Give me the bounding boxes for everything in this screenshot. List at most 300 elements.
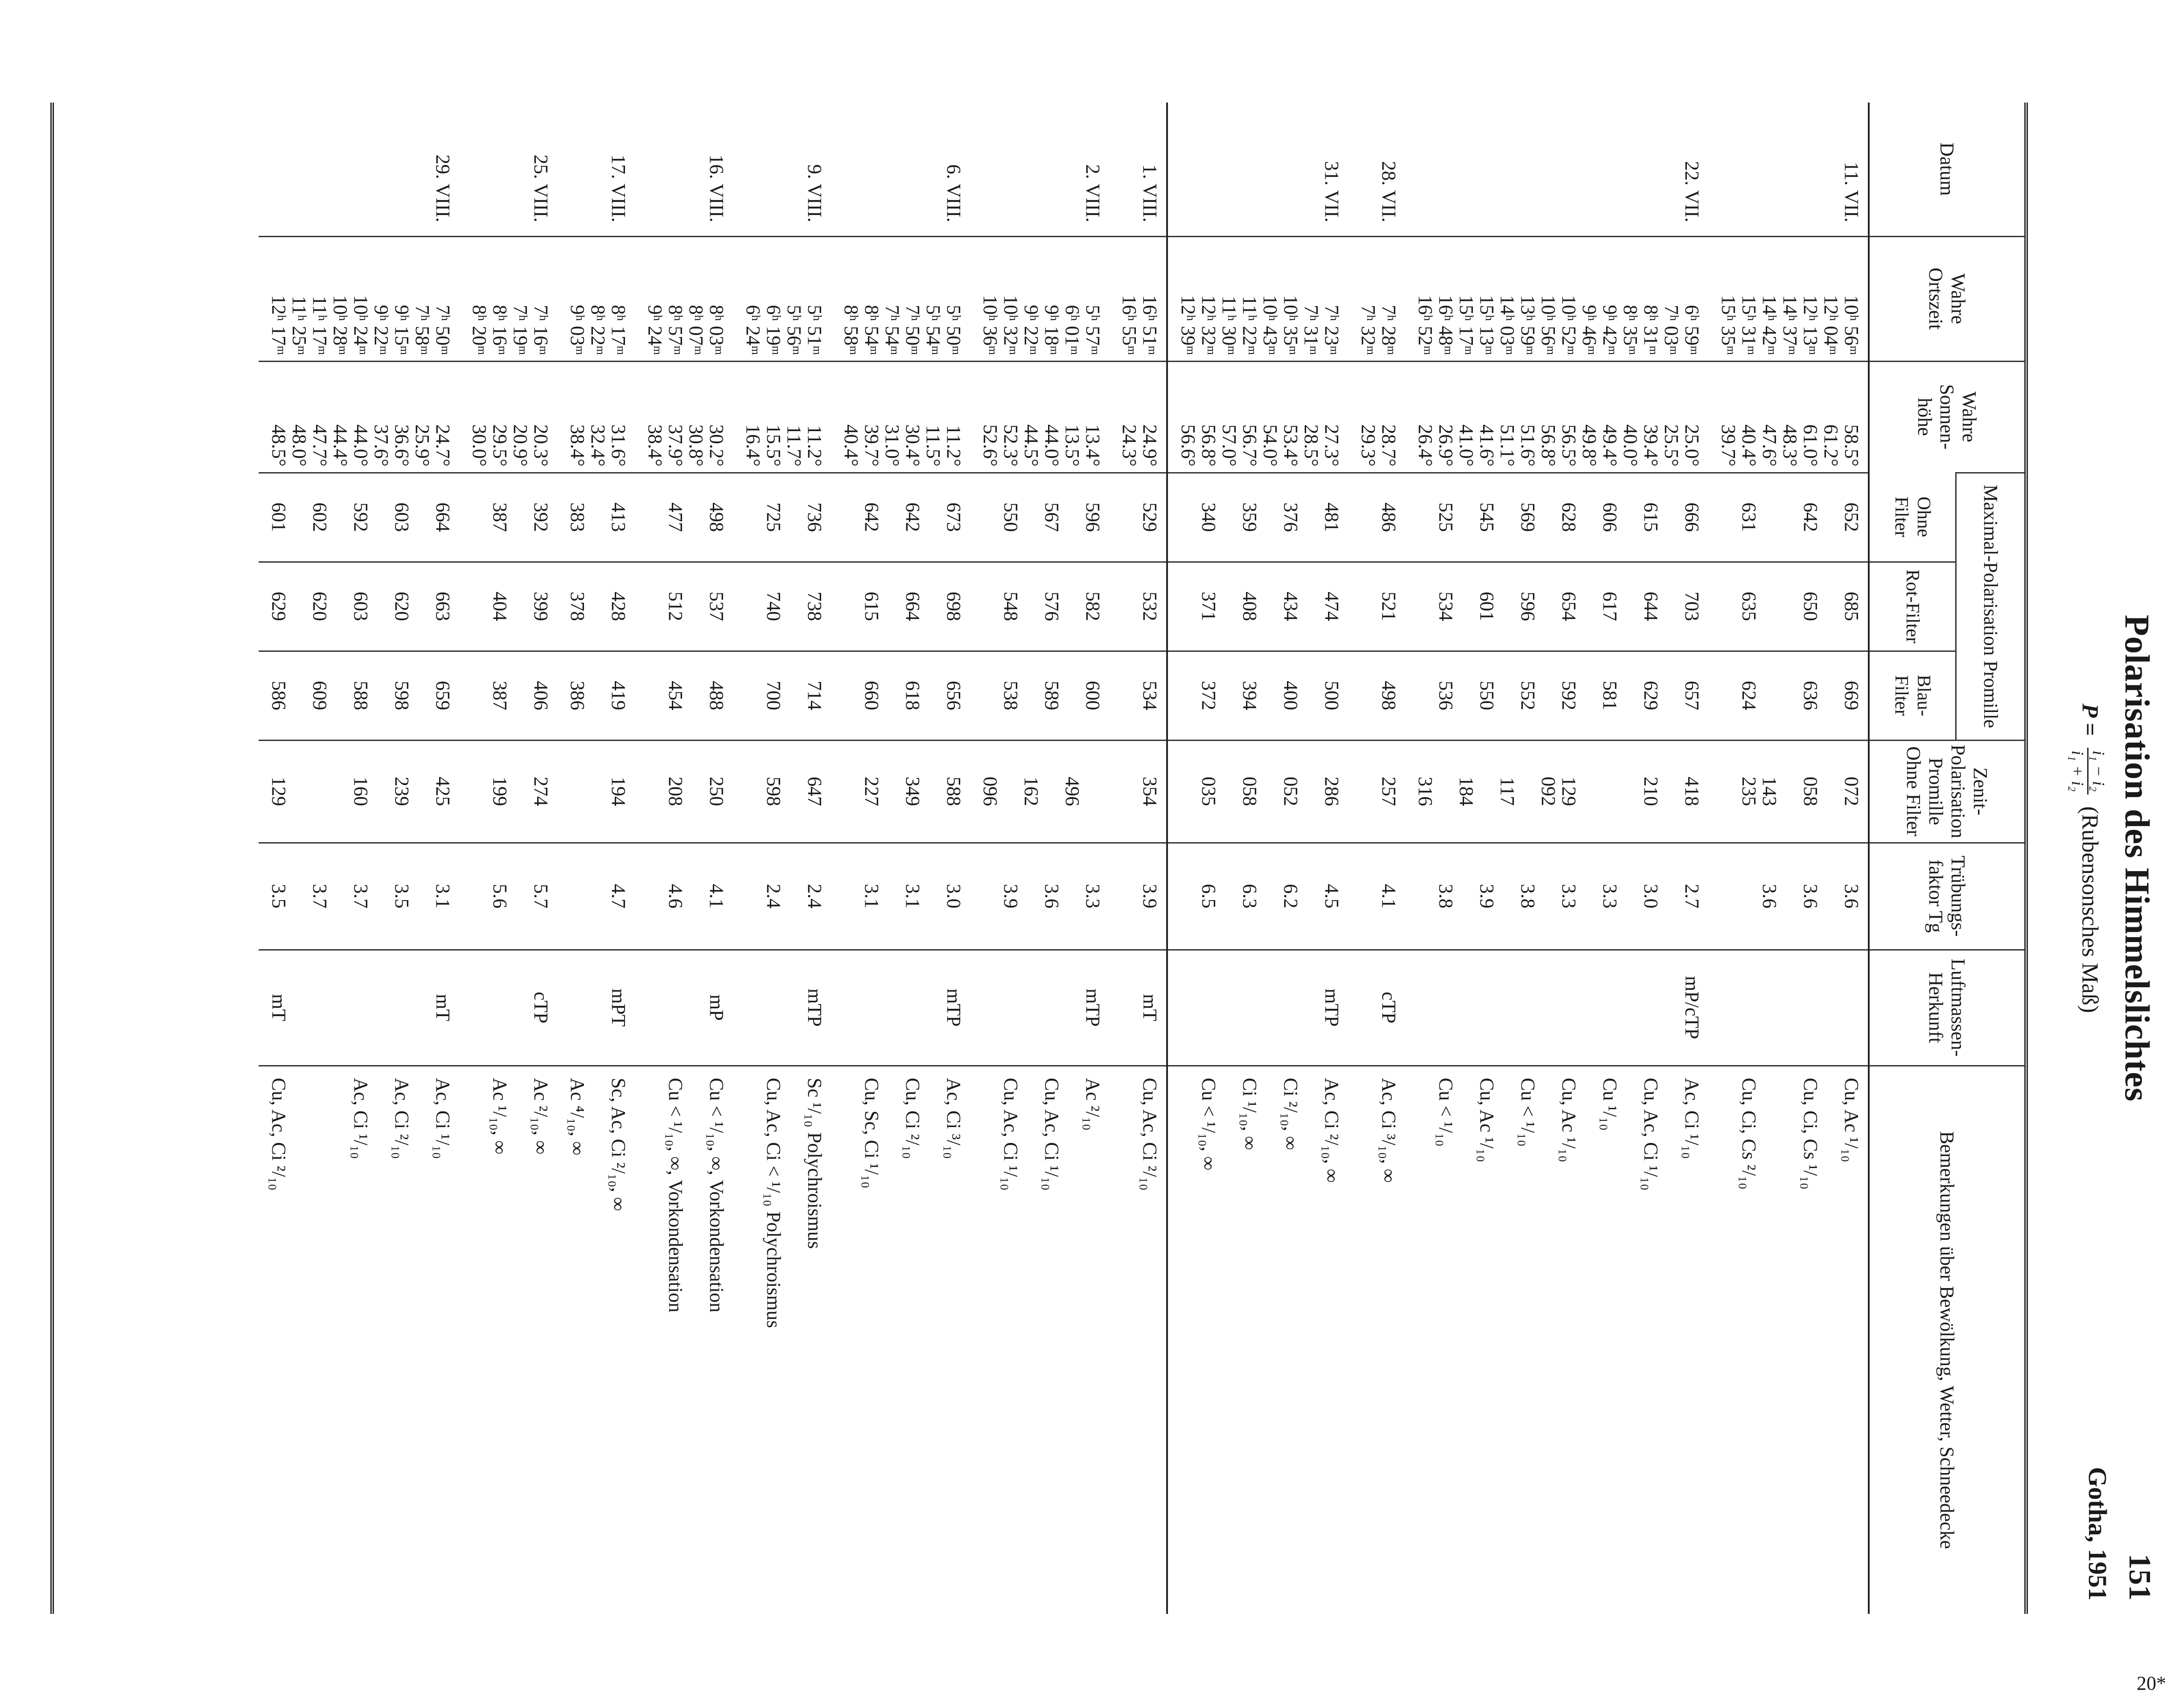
col-truebung: Trübungs-faktor Tg <box>1869 843 2024 950</box>
cell-blau-filter <box>1348 651 1405 740</box>
cell-luftmassen-line <box>1538 956 1558 1060</box>
cell-blau-filter-line <box>645 657 665 734</box>
cell-zenit-line <box>469 746 489 837</box>
cell-truebung-line: 6.3 <box>1239 884 1261 909</box>
cell-truebung-line <box>510 849 530 944</box>
cell-ohne-filter-line: 376 <box>1280 502 1302 532</box>
cell-blau-filter-line <box>1178 657 1198 734</box>
cell-blau-filter <box>1708 651 1869 740</box>
cell-truebung <box>831 843 970 950</box>
cell-zenit-line <box>567 746 588 837</box>
table-row <box>970 103 1109 1614</box>
cell-blau-filter-line: 598 <box>391 681 413 710</box>
cell-truebung-line: 3.6 <box>1759 884 1780 909</box>
cell-rot-filter-line: 617 <box>1599 592 1621 621</box>
cell-rot-filter-line: 537 <box>706 592 728 621</box>
cell-truebung-line <box>1021 849 1041 944</box>
cell-blau-filter-line <box>1620 657 1641 734</box>
cell-bemerkungen-line <box>686 1078 706 1609</box>
cell-luftmassen-line <box>1358 956 1378 1060</box>
formula-line <box>2068 116 2108 1601</box>
cell-ohne-filter-line: 631 <box>1738 502 1760 532</box>
cell-ohne-filter-line <box>1661 479 1682 556</box>
cell-blau-filter-line <box>1021 657 1041 734</box>
cell-bemerkungen-line <box>371 1078 391 1609</box>
cell-zenit-line <box>1082 746 1103 837</box>
table-row <box>1348 103 1405 1614</box>
cell-blau-filter-line: 488 <box>706 681 728 710</box>
cell-bemerkungen-line: Ac ²/₁₀ <box>1082 1078 1104 1131</box>
cell-datum: 25. VIII. <box>530 154 552 222</box>
cell-luftmassen <box>557 950 635 1066</box>
cell-luftmassen-line: mT <box>1139 994 1161 1021</box>
cell-zenit-line: 117 <box>1497 777 1518 806</box>
cell-ortszeit-line: 10ʰ 56ᵐ <box>1538 295 1559 355</box>
cell-zenit-line: 316 <box>1414 777 1436 806</box>
cell-sonnenhoehe-line: 56.8° <box>1198 424 1220 467</box>
cell-luftmassen-line <box>1517 956 1538 1060</box>
cell-rot-filter-line: 474 <box>1321 592 1343 621</box>
cell-luftmassen-line <box>1759 956 1780 1060</box>
col-luftmassen: Luftmassen-Herkunft <box>1869 950 2024 1066</box>
cell-zenit-line: 129 <box>268 777 290 806</box>
cell-bemerkungen <box>635 1066 733 1614</box>
cell-rot-filter-line <box>330 568 350 645</box>
cell-zenit-line: 096 <box>979 777 1001 806</box>
cell-rot-filter-line: 408 <box>1239 592 1261 621</box>
cell-rot-filter-line <box>923 568 943 645</box>
cell-bemerkungen-line: Ac, Ci ³/₁₀ <box>943 1078 965 1159</box>
cell-luftmassen-line <box>469 956 489 1060</box>
cell-rot-filter-line: 428 <box>608 592 629 621</box>
cell-ortszeit-line: 7ʰ 58ᵐ <box>411 305 433 355</box>
cell-luftmassen <box>259 950 459 1066</box>
cell-bemerkungen-line: Cu, Ci, Cs ²/₁₀ <box>1738 1078 1760 1189</box>
cell-truebung <box>970 843 1109 950</box>
cell-rot-filter-line <box>1415 568 1435 645</box>
cell-sonnenhoehe-line: 30.4° <box>902 424 924 467</box>
cell-sonnenhoehe-line: 39.4° <box>1640 424 1662 467</box>
cell-zenit-line: 072 <box>1841 777 1863 806</box>
cell-blau-filter-line <box>743 657 763 734</box>
cell-sonnenhoehe-line: 61.0° <box>1800 424 1821 467</box>
cell-sonnenhoehe-line: 11.5° <box>922 425 944 467</box>
cell-luftmassen-line <box>1641 956 1661 1060</box>
cell-bemerkungen-line: Cu, Ac, Ci ¹/₁₀ <box>1041 1078 1063 1191</box>
cell-truebung-line: 3.6 <box>1841 884 1863 909</box>
cell-luftmassen-line <box>1119 956 1139 1060</box>
table-row <box>733 103 831 1614</box>
cell-luftmassen-line <box>510 956 530 1060</box>
cell-ohne-filter-line <box>588 479 608 556</box>
col-max-pol-group: Maximal-Polarisation Promille <box>1956 473 2025 740</box>
cell-zenit-line <box>1780 746 1800 837</box>
formula-fraction <box>2068 748 2108 794</box>
cell-sonnenhoehe-line: 61.2° <box>1820 424 1842 467</box>
cell-ortszeit-line: 9ʰ 18ᵐ <box>1041 305 1063 355</box>
cell-rot-filter <box>1405 562 1708 651</box>
cell-bemerkungen-line <box>1661 1078 1682 1609</box>
cell-truebung-line <box>1415 849 1435 944</box>
cell-luftmassen-line: mT <box>432 994 454 1021</box>
cell-luftmassen-line <box>980 956 1000 1060</box>
cell-datum: 31. VII. <box>1321 161 1343 222</box>
cell-sonnenhoehe-line: 28.7° <box>1378 424 1400 467</box>
cell-bemerkungen-line: Cu < ¹/₁₀, ∞, Vorkondensation <box>706 1078 728 1313</box>
cell-sonnenhoehe-line: 38.4° <box>644 424 666 467</box>
cell-ohne-filter-line <box>743 479 763 556</box>
cell-bemerkungen-line <box>841 1078 861 1609</box>
cell-luftmassen-line <box>882 956 902 1060</box>
cell-luftmassen-line <box>289 956 309 1060</box>
cell-ortszeit <box>1109 236 1167 361</box>
cell-zenit-line: 257 <box>1378 777 1400 806</box>
cell-zenit-line: 052 <box>1280 777 1302 806</box>
cell-ortszeit-line: 5ʰ 57ᵐ <box>1082 305 1104 355</box>
cell-zenit-line: 194 <box>608 777 629 806</box>
col-sonnenhoehe: Wahre Sonnen-höhe <box>1869 361 2024 473</box>
cell-truebung-line: 3.6 <box>1800 884 1821 909</box>
cell-ohne-filter-line <box>686 479 706 556</box>
cell-blau-filter-line <box>1358 657 1378 734</box>
formula-numerator: i₁ − i₂ <box>2087 748 2108 794</box>
cell-ortszeit-line: 8ʰ 31ᵐ <box>1640 305 1662 355</box>
cell-luftmassen-line <box>412 956 432 1060</box>
cell-luftmassen <box>831 950 970 1066</box>
cell-truebung-line: 3.9 <box>1000 884 1022 909</box>
cell-blau-filter-line: 700 <box>763 681 785 710</box>
cell-ohne-filter-line: 392 <box>530 502 552 532</box>
cell-sonnenhoehe-line: 40.4° <box>1738 424 1760 467</box>
page-number: 151 <box>2122 1554 2157 1601</box>
cell-sonnenhoehe-line: 47.7° <box>309 424 331 467</box>
cell-ortszeit-line: 5ʰ 56ᵐ <box>783 305 805 355</box>
cell-bemerkungen-line: Cu, Ac ¹/₁₀ <box>1558 1078 1580 1162</box>
cell-zenit-line <box>1821 746 1841 837</box>
cell-bemerkungen <box>1405 1066 1708 1614</box>
cell-ohne-filter-line <box>1780 479 1800 556</box>
cell-zenit-line: 184 <box>1455 777 1477 806</box>
cell-luftmassen-line <box>1579 956 1599 1060</box>
cell-ohne-filter-line: 602 <box>309 502 331 532</box>
cell-rot-filter-line: 620 <box>309 592 331 621</box>
cell-zenit-line <box>1661 746 1682 837</box>
cell-truebung-line <box>1497 849 1517 944</box>
cell-sonnenhoehe <box>1348 361 1405 473</box>
cell-blau-filter-line: 589 <box>1041 681 1063 710</box>
cell-truebung-line: 3.1 <box>432 884 454 909</box>
cell-sonnenhoehe <box>733 361 831 473</box>
cell-zenit-line <box>330 746 350 837</box>
cell-ortszeit <box>459 236 557 361</box>
cell-sonnenhoehe-line: 49.8° <box>1579 424 1600 467</box>
cell-ohne-filter-line <box>1718 479 1739 556</box>
cell-sonnenhoehe-line: 51.1° <box>1497 424 1518 467</box>
cell-sonnenhoehe-line: 52.3° <box>1000 424 1022 467</box>
cell-bemerkungen-line <box>1301 1078 1321 1609</box>
cell-blau-filter-line: 538 <box>1000 681 1022 710</box>
cell-zenit-line <box>1358 746 1378 837</box>
cell-blau-filter-line: 624 <box>1738 681 1760 710</box>
cell-ortszeit-line: 6ʰ 24ᵐ <box>742 305 764 355</box>
cell-sonnenhoehe-line: 24.9° <box>1139 424 1161 467</box>
cell-datum: 22. VII. <box>1681 161 1703 222</box>
cell-ortszeit-line: 8ʰ 16ᵐ <box>489 305 511 355</box>
cell-sonnenhoehe-line: 58.5° <box>1841 424 1863 467</box>
cell-ohne-filter-line: 340 <box>1198 502 1220 532</box>
cell-truebung-line <box>980 849 1000 944</box>
cell-zenit-line <box>1517 746 1538 837</box>
cell-ortszeit-line: 16ʰ 55ᵐ <box>1118 295 1140 355</box>
cell-luftmassen-line: cTP <box>530 992 552 1024</box>
table-row <box>831 103 970 1614</box>
cell-sonnenhoehe <box>970 361 1109 473</box>
cell-rot-filter-line <box>980 568 1000 645</box>
cell-ohne-filter-line <box>1579 479 1599 556</box>
cell-rot-filter-line: 532 <box>1139 592 1161 621</box>
cell-ohne-filter-line <box>1538 479 1558 556</box>
cell-ohne-filter-line <box>1219 479 1239 556</box>
cell-rot-filter-line <box>1119 568 1139 645</box>
cell-zenit-line: 092 <box>1538 777 1559 806</box>
cell-sonnenhoehe-line: 38.4° <box>567 424 588 467</box>
cell-ohne-filter-line <box>1821 479 1841 556</box>
cell-rot-filter-line <box>1759 568 1780 645</box>
cell-ohne-filter-line <box>980 479 1000 556</box>
cell-truebung-line: 6.2 <box>1280 884 1302 909</box>
cell-bemerkungen-line: Cu, Ac, Ci ²/₁₀ <box>1139 1078 1161 1191</box>
cell-blau-filter-line: 400 <box>1280 681 1302 710</box>
cell-ortszeit <box>733 236 831 361</box>
cell-ortszeit-line: 11ʰ 17ᵐ <box>309 296 331 355</box>
cell-rot-filter-line <box>1301 568 1321 645</box>
cell-ohne-filter-line: 642 <box>861 502 883 532</box>
cell-luftmassen-line <box>1620 956 1641 1060</box>
cell-datum: 29. VIII. <box>432 154 454 222</box>
cell-ohne-filter-line <box>1415 479 1435 556</box>
cell-ohne-filter-line <box>1119 479 1139 556</box>
cell-sonnenhoehe-line: 36.6° <box>391 424 413 467</box>
cell-ohne-filter <box>1109 473 1167 562</box>
cell-ohne-filter-line: 529 <box>1139 502 1161 532</box>
cell-rot-filter-line <box>1178 568 1198 645</box>
cell-zenit-line <box>1435 746 1456 837</box>
cell-truebung-line: 2.7 <box>1681 884 1703 909</box>
cell-rot-filter <box>970 562 1109 651</box>
cell-bemerkungen-line <box>1119 1078 1139 1609</box>
cell-rot-filter-line: 371 <box>1198 592 1220 621</box>
cell-blau-filter <box>259 651 459 740</box>
cell-bemerkungen-line: Ac ⁴/₁₀, ∞ <box>567 1078 588 1156</box>
cell-zenit-line <box>412 746 432 837</box>
cell-luftmassen-line <box>371 956 391 1060</box>
cell-truebung-line <box>1620 849 1641 944</box>
table-row <box>557 103 635 1614</box>
cell-sonnenhoehe-line: 44.0° <box>350 424 372 467</box>
cell-truebung-line: 3.9 <box>1139 884 1161 909</box>
cell-bemerkungen-line: Cu, Ci, Cs ¹/₁₀ <box>1800 1078 1821 1189</box>
cell-sonnenhoehe-line: 13.5° <box>1061 424 1083 467</box>
cell-blau-filter <box>459 651 557 740</box>
cell-bemerkungen-line <box>469 1078 489 1609</box>
cell-blau-filter-line: 406 <box>530 681 552 710</box>
cell-blau-filter-line: 656 <box>943 681 965 710</box>
cell-zenit-line: 208 <box>665 777 687 806</box>
table-row <box>1167 103 1348 1614</box>
cell-ohne-filter-line: 481 <box>1321 502 1343 532</box>
cell-sonnenhoehe-line: 11.2° <box>943 425 965 467</box>
formula-denominator: i₁ + i₂ <box>2068 750 2087 792</box>
cell-ohne-filter <box>733 473 831 562</box>
cell-bemerkungen-line <box>412 1078 432 1609</box>
cell-bemerkungen-line <box>923 1078 943 1609</box>
cell-luftmassen-line <box>391 956 412 1060</box>
cell-zenit <box>1109 740 1167 843</box>
cell-ohne-filter-line: 652 <box>1841 502 1863 532</box>
cell-sonnenhoehe-line: 20.3° <box>530 424 552 467</box>
cell-bemerkungen <box>459 1066 557 1614</box>
cell-ohne-filter-line <box>1260 479 1280 556</box>
cell-ortszeit-line: 14ʰ 03ᵐ <box>1497 295 1518 355</box>
cell-truebung <box>557 843 635 950</box>
cell-blau-filter-line <box>1661 657 1682 734</box>
cell-sonnenhoehe-line: 48.0° <box>288 424 310 467</box>
cell-rot-filter-line: 512 <box>665 592 687 621</box>
cell-zenit <box>733 740 831 843</box>
cell-bemerkungen-line: Cu, Ac, Ci ¹/₁₀ <box>1000 1078 1022 1191</box>
cell-ohne-filter-line <box>289 479 309 556</box>
cell-rot-filter-line <box>1661 568 1682 645</box>
cell-rot-filter-line: 601 <box>1476 592 1498 621</box>
cell-truebung-line: 3.0 <box>1640 884 1662 909</box>
cell-rot-filter-line <box>1219 568 1239 645</box>
cell-ortszeit-line: 10ʰ 28ᵐ <box>329 295 351 355</box>
cell-luftmassen-line: mT <box>268 994 290 1021</box>
cell-truebung-line <box>412 849 432 944</box>
cell-bemerkungen-line: Cu, Ac, Ci ¹/₁₀ <box>1640 1078 1662 1191</box>
cell-ortszeit-line: 7ʰ 31ᵐ <box>1300 305 1322 355</box>
cell-datum: 11. VII. <box>1841 161 1863 222</box>
cell-sonnenhoehe-line: 51.6° <box>1517 424 1539 467</box>
cell-ohne-filter-line <box>1358 479 1378 556</box>
cell-bemerkungen-line <box>1358 1078 1378 1609</box>
cell-blau-filter-line <box>686 657 706 734</box>
cell-ortszeit-line: 8ʰ 03ᵐ <box>706 305 728 355</box>
cell-rot-filter-line: 703 <box>1681 592 1703 621</box>
cell-ohne-filter <box>970 473 1109 562</box>
cell-blau-filter-line: 629 <box>1640 681 1662 710</box>
cell-truebung-line <box>1821 849 1841 944</box>
cell-zenit-line: 349 <box>902 777 924 806</box>
cell-luftmassen-line <box>330 956 350 1060</box>
cell-luftmassen-line: mTP <box>943 988 965 1027</box>
cell-zenit-line <box>1620 746 1641 837</box>
cell-ohne-filter-line: 550 <box>1000 502 1022 532</box>
cell-ohne-filter-line: 592 <box>350 502 372 532</box>
cell-ortszeit-line: 7ʰ 23ᵐ <box>1321 305 1343 355</box>
formula-note: (Rubensonsches Maß) <box>2077 806 2103 1013</box>
cell-zenit-line: 035 <box>1198 777 1220 806</box>
cell-luftmassen-line <box>923 956 943 1060</box>
cell-bemerkungen-line: Ac, Ci ²/₁₀, ∞ <box>1321 1078 1343 1183</box>
cell-truebung-line: 4.5 <box>1321 884 1343 909</box>
cell-blau-filter-line: 500 <box>1321 681 1343 710</box>
cell-ortszeit-line: 10ʰ 43ᵐ <box>1259 295 1281 355</box>
cell-ortszeit-line: 12ʰ 39ᵐ <box>1177 295 1199 355</box>
cell-zenit <box>635 740 733 843</box>
cell-ortszeit-line: 10ʰ 24ᵐ <box>350 295 372 355</box>
cell-zenit-line: 235 <box>1738 777 1760 806</box>
cell-ortszeit-line: 10ʰ 56ᵐ <box>1841 295 1863 355</box>
col-zenit: Zenit-Polarisation Promille Ohne Filter <box>1869 740 2024 843</box>
cell-bemerkungen <box>1167 1066 1348 1614</box>
cell-sonnenhoehe-line: 44.5° <box>1020 424 1042 467</box>
cell-bemerkungen-line: Ac, Ci ¹/₁₀ <box>350 1078 372 1159</box>
cell-bemerkungen-line <box>1062 1078 1082 1609</box>
cell-ortszeit-line: 7ʰ 54ᵐ <box>881 305 903 355</box>
cell-zenit-line: 647 <box>804 777 826 806</box>
cell-rot-filter-line <box>1579 568 1599 645</box>
cell-ortszeit-line: 10ʰ 36ᵐ <box>979 295 1001 355</box>
cell-zenit-line: 210 <box>1640 777 1662 806</box>
cell-ohne-filter-line: 725 <box>763 502 785 532</box>
cell-truebung-line <box>330 849 350 944</box>
cell-ortszeit-line: 11ʰ 22ᵐ <box>1239 296 1261 355</box>
cell-blau-filter <box>635 651 733 740</box>
cell-ohne-filter-line: 673 <box>943 502 965 532</box>
cell-rot-filter-line: 596 <box>1517 592 1539 621</box>
cell-ortszeit-line: 14ʰ 37ᵐ <box>1779 295 1801 355</box>
cell-bemerkungen-line <box>1456 1078 1476 1609</box>
cell-zenit-line: 274 <box>530 777 552 806</box>
cell-zenit-line: 199 <box>489 777 511 806</box>
cell-luftmassen <box>635 950 733 1066</box>
cell-blau-filter-line <box>923 657 943 734</box>
cell-luftmassen-line <box>784 956 804 1060</box>
cell-blau-filter-line <box>1456 657 1476 734</box>
cell-bemerkungen <box>733 1066 831 1614</box>
cell-ortszeit <box>1708 236 1869 361</box>
table-body <box>259 103 1869 1614</box>
cell-bemerkungen-line: Ac, Ci ¹/₁₀ <box>1681 1078 1703 1159</box>
cell-sonnenhoehe-line: 48.5° <box>268 424 290 467</box>
cell-zenit-line <box>309 746 330 837</box>
cell-rot-filter-line: 698 <box>943 592 965 621</box>
cell-zenit-line: 588 <box>943 777 965 806</box>
cell-luftmassen-line <box>588 956 608 1060</box>
cell-rot-filter-line <box>784 568 804 645</box>
cell-datum: 2. VIII. <box>1082 164 1104 222</box>
cell-truebung-line: 3.3 <box>1082 884 1104 909</box>
cell-sonnenhoehe-line: 56.7° <box>1239 424 1261 467</box>
cell-rot-filter-line <box>1780 568 1800 645</box>
cell-sonnenhoehe-line: 30.2° <box>706 424 728 467</box>
cell-luftmassen <box>733 950 831 1066</box>
cell-ohne-filter <box>1348 473 1405 562</box>
cell-luftmassen-line <box>841 956 861 1060</box>
cell-luftmassen-line <box>309 956 330 1060</box>
cell-truebung-line: 3.3 <box>1599 884 1621 909</box>
cell-blau-filter-line <box>289 657 309 734</box>
cell-rot-filter <box>1348 562 1405 651</box>
cell-blau-filter-line <box>1759 657 1780 734</box>
cell-truebung-line <box>1538 849 1558 944</box>
cell-sonnenhoehe-line: 32.4° <box>587 424 609 467</box>
cell-blau-filter-line: 454 <box>665 681 687 710</box>
cell-luftmassen-line <box>1280 956 1301 1060</box>
cell-sonnenhoehe <box>459 361 557 473</box>
cell-ohne-filter-line: 545 <box>1476 502 1498 532</box>
